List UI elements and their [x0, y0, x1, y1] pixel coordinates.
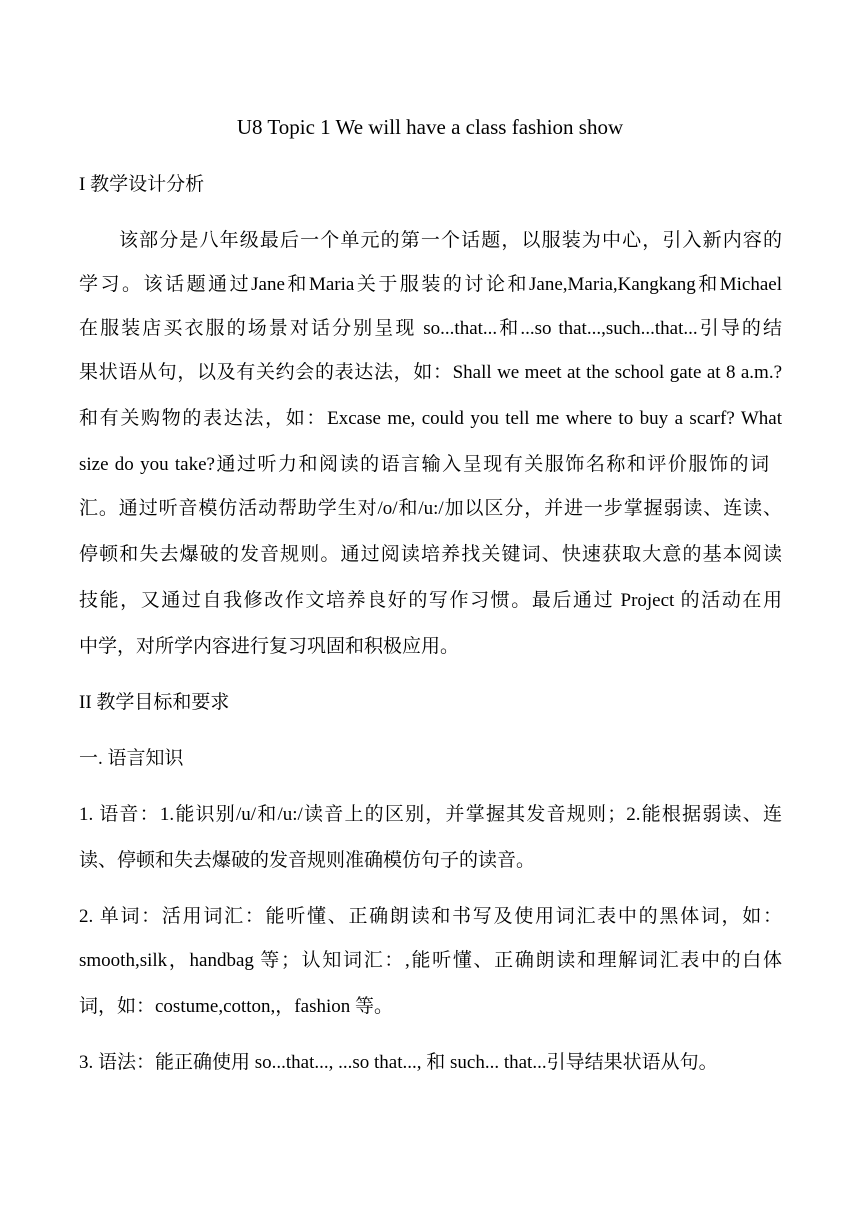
- paragraph-line: 该部分是八年级最后一个单元的第一个话题，以服装为中心，引入新内容的: [119, 230, 782, 251]
- item-line: 2. 单词：活用词汇：能听懂、正确朗读和书写及使用词汇表中的黑体词，如：: [79, 906, 782, 927]
- paragraph-line: 学习。该话题通过Jane和Maria关于服装的讨论和Jane,Maria,Kangkang和Michael: [79, 274, 782, 295]
- paragraph-line: 在服装店买衣服的场景对话分别呈现 so...that...和...so that...,such...that...引导的结: [79, 318, 782, 339]
- item-line: smooth,silk，handbag 等；认知词汇：,能听懂、正确朗读和理解词汇表中的白体: [79, 950, 782, 971]
- subheading-language-knowledge: 一. 语言知识: [79, 748, 184, 769]
- section-heading-design-analysis: I 教学设计分析: [79, 174, 205, 195]
- paragraph-line: 果状语从句，以及有关约会的表达法，如：Shall we meet at the school gate at 8 a.m.?: [79, 362, 782, 383]
- item-line: 词，如：costume,cotton,，fashion 等。: [79, 996, 393, 1017]
- paragraph-line: 和有关购物的表达法，如：Excase me, could you tell me where to buy a scarf? What: [79, 408, 782, 429]
- paragraph-line: size do you take?通过听力和阅读的语言输入呈现有关服饰名称和评价服饰的词: [79, 454, 769, 475]
- paragraph-line: 中学，对所学内容进行复习巩固和积极应用。: [79, 636, 460, 657]
- paragraph-line: 停顿和失去爆破的发音规则。通过阅读培养找关键词、快速获取大意的基本阅读: [79, 544, 782, 565]
- item-line: 3. 语法：能正确使用 so...that..., ...so that..., 和 such... that...引导结果状语从句。: [79, 1052, 718, 1073]
- paragraph-line: 汇。通过听音模仿活动帮助学生对/o/和/u:/加以区分，并进一步掌握弱读、连读、: [79, 498, 782, 519]
- item-line: 1. 语音：1.能识别/u/和/u:/读音上的区别，并掌握其发音规则；2.能根据弱读、连: [79, 804, 782, 825]
- section-heading-objectives: II 教学目标和要求: [79, 692, 230, 713]
- paragraph-line: 技能，又通过自我修改作文培养良好的写作习惯。最后通过 Project 的活动在用: [79, 590, 782, 611]
- item-line: 读、停顿和失去爆破的发音规则准确模仿句子的读音。: [79, 850, 536, 871]
- document-title: U8 Topic 1 We will have a class fashion show: [236, 115, 624, 139]
